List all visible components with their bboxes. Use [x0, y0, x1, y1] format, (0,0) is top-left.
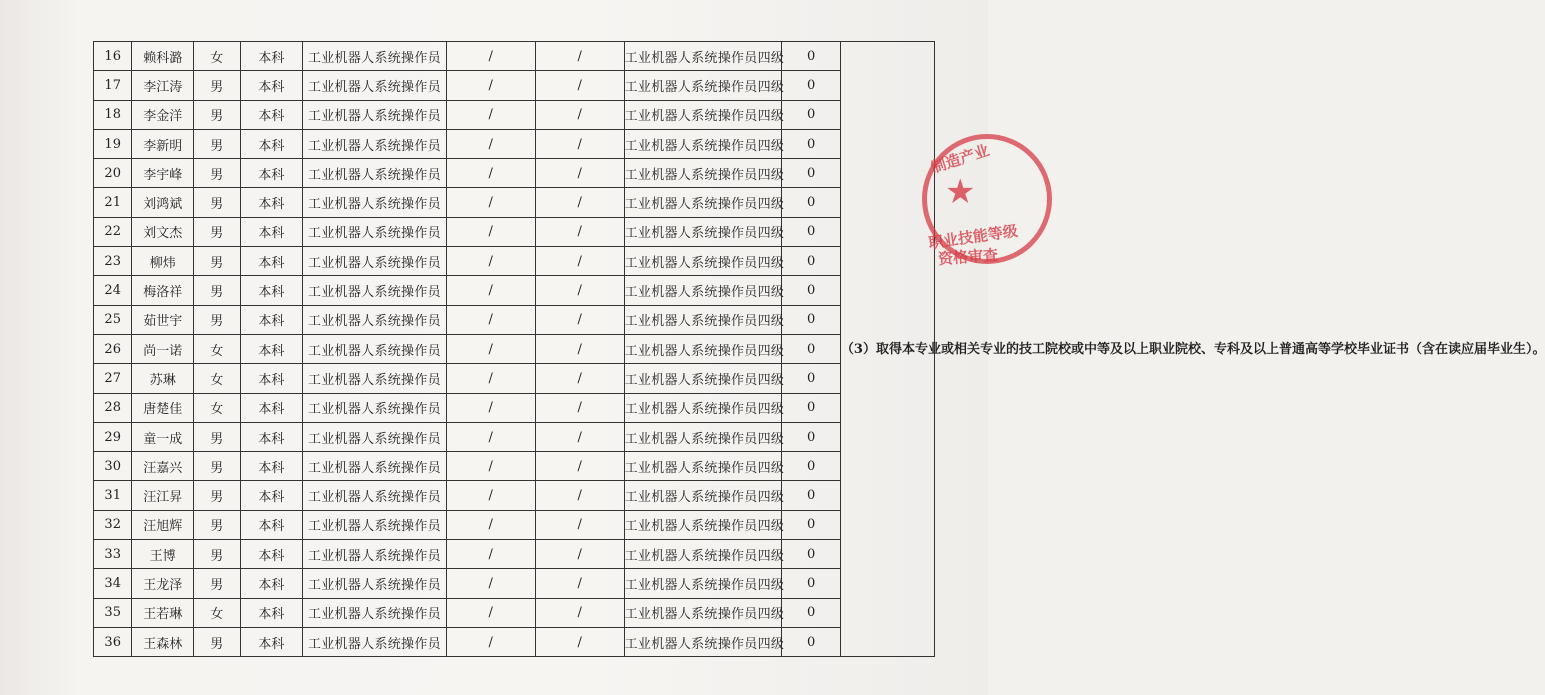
row-number: 16 — [94, 42, 132, 71]
slash-cell: / — [446, 100, 535, 129]
gender-cell: 男 — [194, 159, 240, 188]
slash-cell: / — [446, 71, 535, 100]
slash-cell: / — [535, 481, 624, 510]
slash-cell: / — [535, 452, 624, 481]
slash-cell: / — [535, 100, 624, 129]
name-cell: 茹世宇 — [132, 305, 194, 334]
occupation-cell: 工业机器人系统操作员 — [303, 540, 447, 569]
education-cell: 本科 — [240, 71, 303, 100]
row-number: 32 — [94, 510, 132, 539]
slash-cell: / — [535, 305, 624, 334]
name-cell: 王博 — [132, 540, 194, 569]
level-cell: 工业机器人系统操作员四级 — [624, 569, 782, 598]
name-cell: 李宇峰 — [132, 159, 194, 188]
education-cell: 本科 — [240, 598, 303, 627]
slash-cell: / — [446, 510, 535, 539]
name-cell: 王龙泽 — [132, 569, 194, 598]
level-cell: 工业机器人系统操作员四级 — [624, 129, 782, 158]
row-number: 31 — [94, 481, 132, 510]
name-cell: 尚一诺 — [132, 334, 194, 363]
score-cell: 0 — [782, 217, 841, 246]
row-number: 35 — [94, 598, 132, 627]
occupation-cell: 工业机器人系统操作员 — [303, 305, 447, 334]
gender-cell: 女 — [194, 42, 240, 71]
slash-cell: / — [446, 598, 535, 627]
education-cell: 本科 — [240, 481, 303, 510]
slash-cell: / — [535, 217, 624, 246]
slash-cell: / — [535, 247, 624, 276]
slash-cell: / — [446, 422, 535, 451]
level-cell: 工业机器人系统操作员四级 — [624, 393, 782, 422]
slash-cell: / — [446, 129, 535, 158]
level-cell: 工业机器人系统操作员四级 — [624, 42, 782, 71]
table-row — [94, 276, 935, 305]
seal-text-bottom: 资格审查 — [937, 245, 999, 269]
slash-cell: / — [446, 481, 535, 510]
table-row — [94, 159, 935, 188]
education-cell: 本科 — [240, 510, 303, 539]
score-cell: 0 — [782, 364, 841, 393]
slash-cell: / — [535, 188, 624, 217]
gender-cell: 男 — [194, 247, 240, 276]
table-row — [94, 71, 935, 100]
row-number: 20 — [94, 159, 132, 188]
occupation-cell: 工业机器人系统操作员 — [303, 422, 447, 451]
row-number: 28 — [94, 393, 132, 422]
table-row — [94, 481, 935, 510]
slash-cell: / — [535, 71, 624, 100]
occupation-cell: 工业机器人系统操作员 — [303, 627, 447, 656]
score-cell: 0 — [782, 598, 841, 627]
slash-cell: / — [446, 276, 535, 305]
name-cell: 童一成 — [132, 422, 194, 451]
level-cell: 工业机器人系统操作员四级 — [624, 71, 782, 100]
gender-cell: 女 — [194, 393, 240, 422]
level-cell: 工业机器人系统操作员四级 — [624, 598, 782, 627]
table-row — [94, 247, 935, 276]
gender-cell: 女 — [194, 598, 240, 627]
slash-cell: / — [535, 129, 624, 158]
slash-cell: / — [446, 217, 535, 246]
name-cell: 刘文杰 — [132, 217, 194, 246]
education-cell: 本科 — [240, 334, 303, 363]
education-cell: 本科 — [240, 540, 303, 569]
slash-cell: / — [446, 334, 535, 363]
row-number: 29 — [94, 422, 132, 451]
name-cell: 李江涛 — [132, 71, 194, 100]
star-icon: ★ — [945, 172, 976, 212]
education-cell: 本科 — [240, 42, 303, 71]
name-cell: 李金洋 — [132, 100, 194, 129]
slash-cell: / — [535, 540, 624, 569]
row-number: 19 — [94, 129, 132, 158]
row-number: 22 — [94, 217, 132, 246]
slash-cell: / — [446, 452, 535, 481]
slash-cell: / — [535, 159, 624, 188]
score-cell: 0 — [782, 42, 841, 71]
level-cell: 工业机器人系统操作员四级 — [624, 481, 782, 510]
slash-cell: / — [535, 569, 624, 598]
slash-cell: / — [535, 627, 624, 656]
occupation-cell: 工业机器人系统操作员 — [303, 510, 447, 539]
occupation-cell: 工业机器人系统操作员 — [303, 276, 447, 305]
slash-cell: / — [446, 364, 535, 393]
education-cell: 本科 — [240, 188, 303, 217]
score-cell: 0 — [782, 305, 841, 334]
gender-cell: 男 — [194, 100, 240, 129]
occupation-cell: 工业机器人系统操作员 — [303, 71, 447, 100]
table-row — [94, 334, 935, 363]
score-cell: 0 — [782, 627, 841, 656]
name-cell: 汪江昇 — [132, 481, 194, 510]
education-cell: 本科 — [240, 393, 303, 422]
gender-cell: 男 — [194, 481, 240, 510]
score-cell: 0 — [782, 71, 841, 100]
score-cell: 0 — [782, 569, 841, 598]
level-cell: 工业机器人系统操作员四级 — [624, 334, 782, 363]
slash-cell: / — [535, 276, 624, 305]
table-row — [94, 42, 935, 71]
score-cell: 0 — [782, 510, 841, 539]
level-cell: 工业机器人系统操作员四级 — [624, 305, 782, 334]
gender-cell: 男 — [194, 627, 240, 656]
score-cell: 0 — [782, 129, 841, 158]
table-row — [94, 452, 935, 481]
slash-cell: / — [535, 598, 624, 627]
slash-cell: / — [446, 305, 535, 334]
slash-cell: / — [446, 42, 535, 71]
gender-cell: 女 — [194, 364, 240, 393]
occupation-cell: 工业机器人系统操作员 — [303, 334, 447, 363]
row-number: 25 — [94, 305, 132, 334]
table-row — [94, 217, 935, 246]
requirement-note: （3）取得本专业或相关专业的技工院校或中等及以上职业院校、专科及以上普通高等学校毕业证书（含在读应届毕业生）。 — [840, 42, 934, 657]
name-cell: 梅洛祥 — [132, 276, 194, 305]
table-row — [94, 569, 935, 598]
occupation-cell: 工业机器人系统操作员 — [303, 393, 447, 422]
education-cell: 本科 — [240, 627, 303, 656]
row-number: 18 — [94, 100, 132, 129]
name-cell: 刘鸿斌 — [132, 188, 194, 217]
education-cell: 本科 — [240, 159, 303, 188]
table-row — [94, 305, 935, 334]
level-cell: 工业机器人系统操作员四级 — [624, 540, 782, 569]
score-cell: 0 — [782, 100, 841, 129]
seal-text-top: 制造产业 — [928, 141, 992, 177]
gender-cell: 男 — [194, 422, 240, 451]
occupation-cell: 工业机器人系统操作员 — [303, 100, 447, 129]
occupation-cell: 工业机器人系统操作员 — [303, 129, 447, 158]
gender-cell: 男 — [194, 569, 240, 598]
table-row — [94, 510, 935, 539]
gender-cell: 男 — [194, 276, 240, 305]
score-cell: 0 — [782, 334, 841, 363]
score-cell: 0 — [782, 276, 841, 305]
table-row — [94, 627, 935, 656]
row-number: 21 — [94, 188, 132, 217]
level-cell: 工业机器人系统操作员四级 — [624, 627, 782, 656]
level-cell: 工业机器人系统操作员四级 — [624, 276, 782, 305]
occupation-cell: 工业机器人系统操作员 — [303, 42, 447, 71]
score-cell: 0 — [782, 188, 841, 217]
row-number: 17 — [94, 71, 132, 100]
education-cell: 本科 — [240, 569, 303, 598]
gender-cell: 男 — [194, 510, 240, 539]
occupation-cell: 工业机器人系统操作员 — [303, 364, 447, 393]
education-cell: 本科 — [240, 247, 303, 276]
education-cell: 本科 — [240, 129, 303, 158]
slash-cell: / — [535, 510, 624, 539]
row-number: 23 — [94, 247, 132, 276]
score-cell: 0 — [782, 481, 841, 510]
level-cell: 工业机器人系统操作员四级 — [624, 422, 782, 451]
table-row — [94, 422, 935, 451]
level-cell: 工业机器人系统操作员四级 — [624, 217, 782, 246]
occupation-cell: 工业机器人系统操作员 — [303, 569, 447, 598]
level-cell: 工业机器人系统操作员四级 — [624, 188, 782, 217]
table-row — [94, 598, 935, 627]
row-number: 24 — [94, 276, 132, 305]
score-cell: 0 — [782, 393, 841, 422]
row-number: 36 — [94, 627, 132, 656]
slash-cell: / — [446, 569, 535, 598]
level-cell: 工业机器人系统操作员四级 — [624, 364, 782, 393]
gender-cell: 男 — [194, 452, 240, 481]
name-cell: 柳炜 — [132, 247, 194, 276]
score-cell: 0 — [782, 452, 841, 481]
education-cell: 本科 — [240, 452, 303, 481]
seal-text-mid: 职业技能等级 — [927, 221, 1019, 253]
occupation-cell: 工业机器人系统操作员 — [303, 598, 447, 627]
table-row — [94, 129, 935, 158]
slash-cell: / — [446, 159, 535, 188]
name-cell: 汪旭辉 — [132, 510, 194, 539]
gender-cell: 女 — [194, 334, 240, 363]
table-row — [94, 100, 935, 129]
table-row — [94, 188, 935, 217]
education-cell: 本科 — [240, 276, 303, 305]
education-cell: 本科 — [240, 100, 303, 129]
slash-cell: / — [535, 42, 624, 71]
row-number: 34 — [94, 569, 132, 598]
row-number: 27 — [94, 364, 132, 393]
name-cell: 王若琳 — [132, 598, 194, 627]
occupation-cell: 工业机器人系统操作员 — [303, 247, 447, 276]
level-cell: 工业机器人系统操作员四级 — [624, 452, 782, 481]
slash-cell: / — [446, 627, 535, 656]
score-cell: 0 — [782, 540, 841, 569]
education-cell: 本科 — [240, 422, 303, 451]
slash-cell: / — [535, 334, 624, 363]
score-cell: 0 — [782, 247, 841, 276]
slash-cell: / — [446, 188, 535, 217]
gender-cell: 男 — [194, 217, 240, 246]
gender-cell: 男 — [194, 540, 240, 569]
name-cell: 李新明 — [132, 129, 194, 158]
name-cell: 汪嘉兴 — [132, 452, 194, 481]
level-cell: 工业机器人系统操作员四级 — [624, 159, 782, 188]
name-cell: 王森林 — [132, 627, 194, 656]
slash-cell: / — [535, 422, 624, 451]
gender-cell: 男 — [194, 305, 240, 334]
slash-cell: / — [535, 393, 624, 422]
row-number: 26 — [94, 334, 132, 363]
education-cell: 本科 — [240, 364, 303, 393]
occupation-cell: 工业机器人系统操作员 — [303, 452, 447, 481]
occupation-cell: 工业机器人系统操作员 — [303, 481, 447, 510]
slash-cell: / — [446, 247, 535, 276]
table-row — [94, 364, 935, 393]
occupation-cell: 工业机器人系统操作员 — [303, 188, 447, 217]
row-number: 30 — [94, 452, 132, 481]
table-row — [94, 393, 935, 422]
table-row — [94, 540, 935, 569]
score-cell: 0 — [782, 159, 841, 188]
level-cell: 工业机器人系统操作员四级 — [624, 100, 782, 129]
occupation-cell: 工业机器人系统操作员 — [303, 159, 447, 188]
level-cell: 工业机器人系统操作员四级 — [624, 247, 782, 276]
gender-cell: 男 — [194, 188, 240, 217]
slash-cell: / — [535, 364, 624, 393]
name-cell: 苏琳 — [132, 364, 194, 393]
education-cell: 本科 — [240, 217, 303, 246]
level-cell: 工业机器人系统操作员四级 — [624, 510, 782, 539]
row-number: 33 — [94, 540, 132, 569]
gender-cell: 男 — [194, 71, 240, 100]
name-cell: 唐楚佳 — [132, 393, 194, 422]
occupation-cell: 工业机器人系统操作员 — [303, 217, 447, 246]
slash-cell: / — [446, 540, 535, 569]
score-cell: 0 — [782, 422, 841, 451]
education-cell: 本科 — [240, 305, 303, 334]
gender-cell: 男 — [194, 129, 240, 158]
name-cell: 赖科潞 — [132, 42, 194, 71]
slash-cell: / — [446, 393, 535, 422]
